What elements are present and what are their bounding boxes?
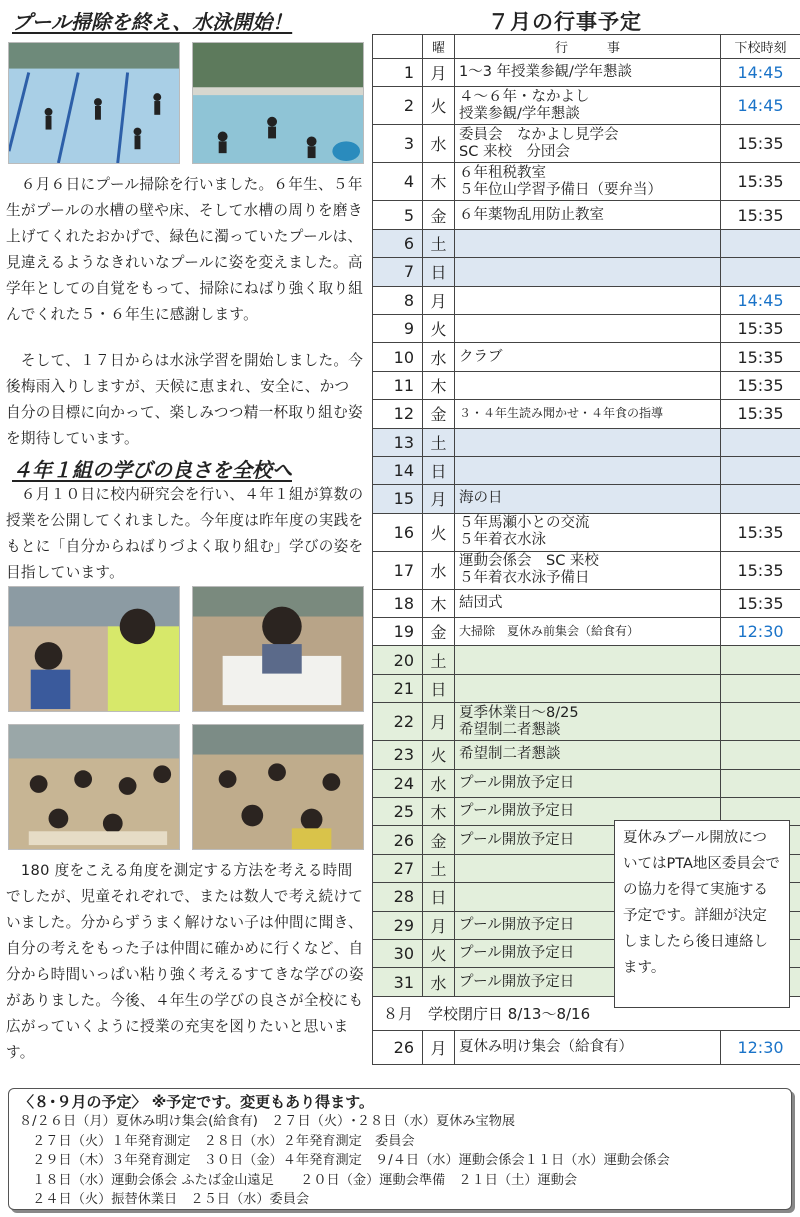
schedule-date: 4 bbox=[373, 163, 423, 201]
aug-sep-line-5: ２４日（火）振替休業日 ２５日（水）委員会 bbox=[19, 1192, 310, 1207]
schedule-dismissal-time bbox=[721, 703, 800, 741]
schedule-event: 1～3 年授業参観/学年懇談 bbox=[455, 59, 721, 87]
schedule-date: 13 bbox=[373, 428, 423, 456]
schedule-row bbox=[373, 741, 800, 769]
schedule-weekday: 日 bbox=[423, 258, 455, 286]
schedule-dismissal-time bbox=[721, 456, 800, 484]
schedule-date: 7 bbox=[373, 258, 423, 286]
schedule-dismissal-time bbox=[721, 229, 800, 257]
schedule-event bbox=[455, 428, 721, 456]
schedule-date: 23 bbox=[373, 741, 423, 769]
schedule-date: 2 bbox=[373, 87, 423, 125]
schedule-row bbox=[373, 618, 800, 646]
class-section-paragraph-2: 180 度をこえる角度を測定する方法を考える時間でしたが、児童それぞれで、または数人で考え続けていました。分からずうまく解けない子は仲間に聞き、自分の考えをもった子は仲間に確かめに行くなど、自分から時間いっぱい粘り強く考えるすてきな学びの姿がありました。今後、４年生の学びの良さが全校にも広がっていくように授業の充実を図りたいと思います。 bbox=[6, 862, 364, 1061]
aug-sep-heading: 〈８･９月の予定〉 ※予定です。変更もあり得ます。 bbox=[19, 1093, 374, 1111]
schedule-date: 15 bbox=[373, 485, 423, 513]
schedule-date: 14 bbox=[373, 456, 423, 484]
aug-sep-line-2: ２７日（火）１年発育測定 ２８日（水）２年発育測定 委員会 bbox=[19, 1133, 415, 1149]
schedule-date: 8 bbox=[373, 286, 423, 314]
schedule-dismissal-time bbox=[721, 258, 800, 286]
schedule-weekday: 日 bbox=[423, 456, 455, 484]
schedule-row bbox=[373, 551, 800, 589]
schedule-dismissal-time: 12:30 bbox=[721, 1030, 800, 1064]
schedule-event: ４～６年・なかよし 授業参観/学年懇談 bbox=[455, 87, 721, 125]
schedule-date: 5 bbox=[373, 201, 423, 229]
schedule-dismissal-time: 15:35 bbox=[721, 343, 800, 371]
schedule-weekday: 木 bbox=[423, 798, 455, 826]
schedule-row bbox=[373, 314, 800, 342]
schedule-event: 運動会係会 SC 来校 ５年着衣水泳予備日 bbox=[455, 551, 721, 589]
schedule-event bbox=[455, 456, 721, 484]
classroom-photo-3 bbox=[8, 724, 180, 850]
schedule-event: プール開放予定日 bbox=[455, 911, 721, 939]
schedule-row bbox=[373, 646, 800, 674]
schedule-row bbox=[373, 258, 800, 286]
schedule-weekday: 日 bbox=[423, 674, 455, 702]
august-closure-text: ８月 学校閉庁日 8/13～8/16 bbox=[373, 996, 800, 1030]
schedule-dismissal-time: 12:30 bbox=[721, 618, 800, 646]
schedule-dismissal-time: 14:45 bbox=[721, 59, 800, 87]
schedule-date: 30 bbox=[373, 939, 423, 967]
schedule-weekday: 木 bbox=[423, 163, 455, 201]
pool-cleaning-photo-1 bbox=[8, 42, 180, 164]
schedule-dismissal-time: 15:35 bbox=[721, 513, 800, 551]
schedule-date: 10 bbox=[373, 343, 423, 371]
schedule-weekday: 火 bbox=[423, 513, 455, 551]
schedule-dismissal-time bbox=[721, 646, 800, 674]
schedule-event: ６年薬物乱用防止教室 bbox=[455, 201, 721, 229]
schedule-row bbox=[373, 400, 800, 428]
schedule-date: 6 bbox=[373, 229, 423, 257]
schedule-event bbox=[455, 286, 721, 314]
schedule-event: ６年租税教室 ５年位山学習予備日（要弁当） bbox=[455, 163, 721, 201]
aug-sep-line-4: １８日（水）運動会係会 ふたば金山遠足 ２０日（金）運動会準備 ２１日（土）運動会 bbox=[19, 1172, 578, 1188]
schedule-event: プール開放予定日 bbox=[455, 769, 721, 797]
schedule-dismissal-time bbox=[721, 674, 800, 702]
schedule-weekday: 水 bbox=[423, 125, 455, 163]
schedule-event: プール開放予定日 bbox=[455, 826, 721, 854]
pool-section-paragraph-2: そして、１７日からは水泳学習を開始しました。今後梅雨入りしますが、天候に恵まれ、安全に、かつ自分の目標に向かって、楽しみつつ精一杯取り組む姿を期待しています。 bbox=[6, 352, 364, 447]
schedule-row bbox=[373, 59, 800, 87]
schedule-row bbox=[373, 343, 800, 371]
schedule-dismissal-time: 15:35 bbox=[721, 201, 800, 229]
schedule-date: 3 bbox=[373, 125, 423, 163]
schedule-date: 26 bbox=[373, 1030, 423, 1064]
schedule-event: プール開放予定日 bbox=[455, 798, 721, 826]
schedule-row bbox=[373, 485, 800, 513]
schedule-weekday: 水 bbox=[423, 968, 455, 996]
aug-sep-line-1: ８/２６日（月）夏休み明け集会(給食有) ２７日（火）･２８日（水）夏休み宝物展 bbox=[19, 1114, 516, 1129]
schedule-date: 19 bbox=[373, 618, 423, 646]
schedule-event: プール開放予定日 bbox=[455, 968, 721, 996]
schedule-weekday: 月 bbox=[423, 59, 455, 87]
schedule-row bbox=[373, 589, 800, 617]
schedule-event: クラブ bbox=[455, 343, 721, 371]
aug-sep-line-3: ２９日（木）３年発育測定 ３０日（金）４年発育測定 ９/４日（水）運動会係会１１日（水）運動会係会 bbox=[19, 1153, 670, 1168]
schedule-row bbox=[373, 125, 800, 163]
schedule-dismissal-time: 15:35 bbox=[721, 371, 800, 399]
schedule-dismissal-time: 14:45 bbox=[721, 286, 800, 314]
schedule-header-row bbox=[373, 35, 800, 59]
schedule-event: プール開放予定日 bbox=[455, 939, 721, 967]
schedule-dismissal-time: 14:45 bbox=[721, 87, 800, 125]
schedule-event: ５年馬瀬小との交流 ５年着衣水泳 bbox=[455, 513, 721, 551]
schedule-weekday: 月 bbox=[423, 485, 455, 513]
schedule-weekday: 金 bbox=[423, 201, 455, 229]
schedule-row bbox=[373, 201, 800, 229]
schedule-date: 12 bbox=[373, 400, 423, 428]
pool-section-paragraph-1: ６月６日にプール掃除を行いました。６年生、５年生がプールの水槽の壁や床、そして水槽の周りを磨き上げてくれたおかげで、緑色に濁っていたプールは、見違えるようなきれいなプールに姿を変えました。高学年としての自覚をもって、掃除にねばり強く取り組んでくれた５・６年生に感謝します。 bbox=[6, 176, 364, 323]
schedule-event: ３・４年生読み聞かせ・４年食の指導 bbox=[455, 400, 721, 428]
schedule-dismissal-time: 15:35 bbox=[721, 589, 800, 617]
schedule-event: 委員会 なかよし見学会 SC 来校 分団会 bbox=[455, 125, 721, 163]
schedule-row bbox=[373, 229, 800, 257]
schedule-weekday: 水 bbox=[423, 769, 455, 797]
schedule-date: 24 bbox=[373, 769, 423, 797]
schedule-weekday: 土 bbox=[423, 854, 455, 882]
schedule-event bbox=[455, 646, 721, 674]
schedule-weekday: 土 bbox=[423, 428, 455, 456]
schedule-weekday: 土 bbox=[423, 229, 455, 257]
classroom-photo-4 bbox=[192, 724, 364, 850]
schedule-weekday: 火 bbox=[423, 87, 455, 125]
schedule-date: 16 bbox=[373, 513, 423, 551]
schedule-weekday: 日 bbox=[423, 883, 455, 911]
schedule-dismissal-time: 15:35 bbox=[721, 125, 800, 163]
schedule-weekday: 月 bbox=[423, 703, 455, 741]
schedule-date: 1 bbox=[373, 59, 423, 87]
schedule-date: 11 bbox=[373, 371, 423, 399]
schedule-date: 17 bbox=[373, 551, 423, 589]
header-dismissal: 下校時刻 bbox=[721, 35, 800, 59]
schedule-weekday: 火 bbox=[423, 939, 455, 967]
schedule-weekday: 水 bbox=[423, 551, 455, 589]
schedule-date: 18 bbox=[373, 589, 423, 617]
schedule-weekday: 月 bbox=[423, 1030, 455, 1064]
header-event: 行 事 bbox=[455, 35, 721, 59]
classroom-photo-2 bbox=[192, 586, 364, 712]
schedule-row bbox=[373, 703, 800, 741]
pool-section-title: プール掃除を終え、水泳開始！ bbox=[12, 10, 293, 34]
schedule-dismissal-time: 15:35 bbox=[721, 314, 800, 342]
header-date bbox=[373, 35, 423, 59]
schedule-date: 20 bbox=[373, 646, 423, 674]
schedule-date: 29 bbox=[373, 911, 423, 939]
schedule-date: 28 bbox=[373, 883, 423, 911]
schedule-weekday: 月 bbox=[423, 911, 455, 939]
schedule-weekday: 土 bbox=[423, 646, 455, 674]
july-schedule-title: ７月の行事予定 bbox=[488, 10, 642, 34]
schedule-weekday: 金 bbox=[423, 400, 455, 428]
schedule-row bbox=[373, 87, 800, 125]
schedule-date: 9 bbox=[373, 314, 423, 342]
schedule-row bbox=[373, 513, 800, 551]
schedule-weekday: 金 bbox=[423, 826, 455, 854]
pool-opening-note: 夏休みプール開放についてはPTA地区委員会での協力を得て実施する予定です。詳細が決定しましたら後日連絡します。 bbox=[614, 820, 790, 1008]
aug-sep-schedule-box bbox=[8, 1088, 792, 1210]
schedule-event: 海の日 bbox=[455, 485, 721, 513]
schedule-dismissal-time: 15:35 bbox=[721, 551, 800, 589]
schedule-event bbox=[455, 674, 721, 702]
aug-26-row bbox=[373, 1030, 800, 1064]
schedule-event: 希望制二者懇談 bbox=[455, 741, 721, 769]
schedule-dismissal-time: 15:35 bbox=[721, 163, 800, 201]
schedule-date: 21 bbox=[373, 674, 423, 702]
class-section-paragraph-1: ６月１０日に校内研究会を行い、４年１組が算数の授業を公開してくれました。今年度は昨年度の実践をもとに「自分からねばりづよく取り組む」学びの姿を目指しています。 bbox=[6, 486, 364, 581]
schedule-date: 31 bbox=[373, 968, 423, 996]
schedule-weekday: 金 bbox=[423, 618, 455, 646]
schedule-event bbox=[455, 229, 721, 257]
schedule-row bbox=[373, 456, 800, 484]
schedule-date: 25 bbox=[373, 798, 423, 826]
schedule-dismissal-time bbox=[721, 428, 800, 456]
schedule-date: 22 bbox=[373, 703, 423, 741]
schedule-row bbox=[373, 674, 800, 702]
schedule-row bbox=[373, 769, 800, 797]
schedule-event: 夏季休業日～8/25 希望制二者懇談 bbox=[455, 703, 721, 741]
schedule-weekday: 水 bbox=[423, 343, 455, 371]
schedule-event bbox=[455, 314, 721, 342]
schedule-event: 夏休み明け集会（給食有） bbox=[455, 1030, 721, 1064]
schedule-row bbox=[373, 371, 800, 399]
schedule-event bbox=[455, 371, 721, 399]
classroom-photo-1 bbox=[8, 586, 180, 712]
class-4-1-section-title: ４年１組の学びの良さを全校へ bbox=[12, 458, 292, 482]
schedule-weekday: 木 bbox=[423, 371, 455, 399]
schedule-event: 結団式 bbox=[455, 589, 721, 617]
schedule-weekday: 木 bbox=[423, 589, 455, 617]
schedule-row bbox=[373, 428, 800, 456]
schedule-weekday: 火 bbox=[423, 741, 455, 769]
schedule-dismissal-time bbox=[721, 769, 800, 797]
pool-cleaning-photo-2 bbox=[192, 42, 364, 164]
schedule-date: 27 bbox=[373, 854, 423, 882]
schedule-weekday: 月 bbox=[423, 286, 455, 314]
schedule-dismissal-time bbox=[721, 741, 800, 769]
schedule-event: 大掃除 夏休み前集会（給食有） bbox=[455, 618, 721, 646]
schedule-dismissal-time bbox=[721, 485, 800, 513]
schedule-dismissal-time: 15:35 bbox=[721, 400, 800, 428]
header-day: 曜 bbox=[423, 35, 455, 59]
schedule-weekday: 火 bbox=[423, 314, 455, 342]
schedule-date: 26 bbox=[373, 826, 423, 854]
schedule-row bbox=[373, 163, 800, 201]
schedule-row bbox=[373, 286, 800, 314]
schedule-event bbox=[455, 258, 721, 286]
